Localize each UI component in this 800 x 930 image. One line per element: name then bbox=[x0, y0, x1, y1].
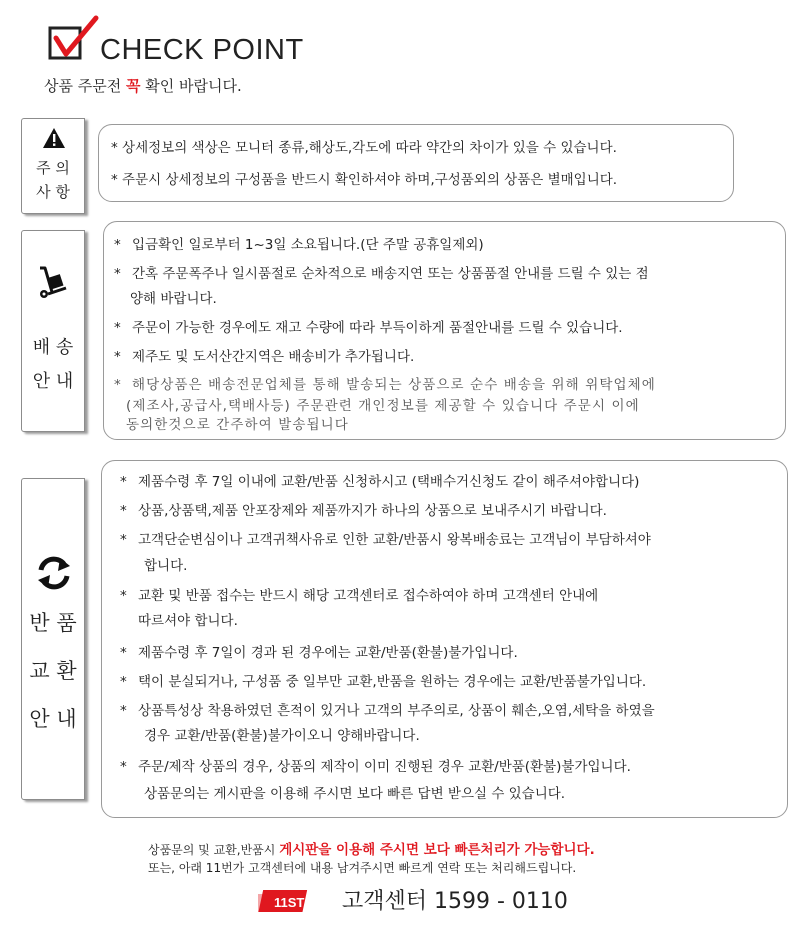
notice-line: * 상세정보의 색상은 모니터 종류,해상도,각도에 따라 약간의 차이가 있을 수 있습니다. bbox=[111, 140, 617, 156]
returns-tab-label-2: 교 환 bbox=[29, 659, 77, 683]
subtitle-emphasis: 꼭 bbox=[126, 77, 141, 95]
delivery-line: 양해 바랍니다. bbox=[130, 291, 217, 307]
returns-line: 따르셔야 합니다. bbox=[138, 613, 238, 629]
notice-tab bbox=[21, 118, 85, 214]
11st-logo bbox=[258, 886, 326, 914]
delivery-line: * 해당상품은 배송전문업체를 통해 발송되는 상품으로 순수 배송을 위해 위탁업체에 bbox=[114, 377, 656, 393]
11st-logo-graphic bbox=[258, 886, 326, 914]
returns-tab bbox=[21, 478, 85, 800]
returns-box bbox=[101, 460, 788, 818]
delivery-tab-label-1: 배 송 bbox=[32, 337, 74, 358]
returns-tab-label-3: 안 내 bbox=[29, 707, 77, 731]
refresh-icon bbox=[34, 553, 74, 593]
returns-line: * 교환 및 반품 접수는 반드시 해당 고객센터로 접수하여야 하며 고객센터 안내에 bbox=[120, 588, 599, 604]
returns-line: 상품문의는 게시판을 이용해 주시면 보다 빠른 답변 받으실 수 있습니다. bbox=[144, 786, 566, 802]
checkmark-icon bbox=[48, 14, 100, 64]
customer-center-number: 고객센터 1599 - 0110 bbox=[342, 889, 568, 914]
notice-tab-label-1: 주 의 bbox=[36, 159, 70, 177]
delivery-line: * 제주도 및 도서산간지역은 배송비가 추가됩니다. bbox=[114, 349, 415, 365]
delivery-line: 동의한것으로 간주하여 발송됩니다 bbox=[126, 417, 349, 433]
notice-box bbox=[98, 124, 734, 202]
returns-line: * 제품수령 후 7일이 경과 된 경우에는 교환/반품(환불)불가입니다. bbox=[120, 645, 518, 661]
delivery-line: (제조사,공급사,택배사등) 주문관련 개인정보를 제공할 수 있습니다 주문시 이에 bbox=[126, 398, 640, 414]
returns-line: * 제품수령 후 7일 이내에 교환/반품 신청하시고 (택배수거신청도 같이 해주셔야합니다) bbox=[120, 474, 640, 490]
page-title: CHECK POINT bbox=[100, 34, 304, 66]
warning-icon bbox=[42, 127, 66, 149]
footer-emphasis: 게시판을 이용해 주시면 보다 빠른처리가 가능합니다. bbox=[279, 842, 595, 858]
delivery-tab bbox=[21, 230, 85, 432]
returns-tab-label-1: 반 품 bbox=[29, 611, 77, 635]
page-subtitle: 상품 주문전 꼭 확인 바랍니다. bbox=[44, 77, 242, 95]
notice-tab-label-2: 사 항 bbox=[36, 183, 70, 201]
delivery-box bbox=[103, 221, 786, 440]
notice-line: * 주문시 상세정보의 구성품을 반드시 확인하셔야 하며,구성품외의 상품은 별매입니다. bbox=[111, 172, 618, 188]
returns-line: * 택이 분실되거나, 구성품 중 일부만 교환,반품을 원하는 경우에는 교환/반품불가입니다. bbox=[120, 674, 647, 690]
returns-line: * 주문/제작 상품의 경우, 상품의 제작이 이미 진행된 경우 교환/반품(환불)불가입니다. bbox=[120, 759, 631, 775]
11st-logo-text: 11ST bbox=[274, 895, 305, 910]
returns-line: * 고객단순변심이나 고객귀책사유로 인한 교환/반품시 왕복배송료는 고객님이 부담하셔야 bbox=[120, 532, 651, 548]
footer-note-2: 또는, 아래 11번가 고객센터에 내용 남겨주시면 빠르게 연락 또는 처리해드립니다. bbox=[148, 861, 577, 875]
delivery-line: * 주문이 가능한 경우에도 재고 수량에 따라 부득이하게 품절안내를 드릴 수 있습니다. bbox=[114, 320, 623, 336]
returns-line: 합니다. bbox=[144, 558, 188, 574]
returns-line: 경우 교환/반품(환불)불가이오니 양해바랍니다. bbox=[144, 728, 420, 744]
hand-truck-icon bbox=[35, 265, 69, 301]
delivery-tab-label-2: 안 내 bbox=[32, 371, 74, 392]
returns-line: * 상품특성상 착용하였던 흔적이 있거나 고객의 부주의로, 상품이 훼손,오염,세탁을 하였을 bbox=[120, 703, 655, 719]
returns-line: * 상품,상품택,제품 안포장제와 제품까지가 하나의 상품으로 보내주시기 바랍니다. bbox=[120, 503, 607, 519]
footer-note-1: 상품문의 및 교환,반품시 게시판을 이용해 주시면 보다 빠른처리가 가능합니다. bbox=[148, 842, 595, 858]
delivery-line: * 입금확인 일로부터 1~3일 소요됩니다.(단 주말 공휴일제외) bbox=[114, 237, 484, 253]
delivery-line: * 간혹 주문폭주나 일시품절로 순차적으로 배송지연 또는 상품품절 안내를 드릴 수 있는 점 bbox=[114, 266, 649, 282]
